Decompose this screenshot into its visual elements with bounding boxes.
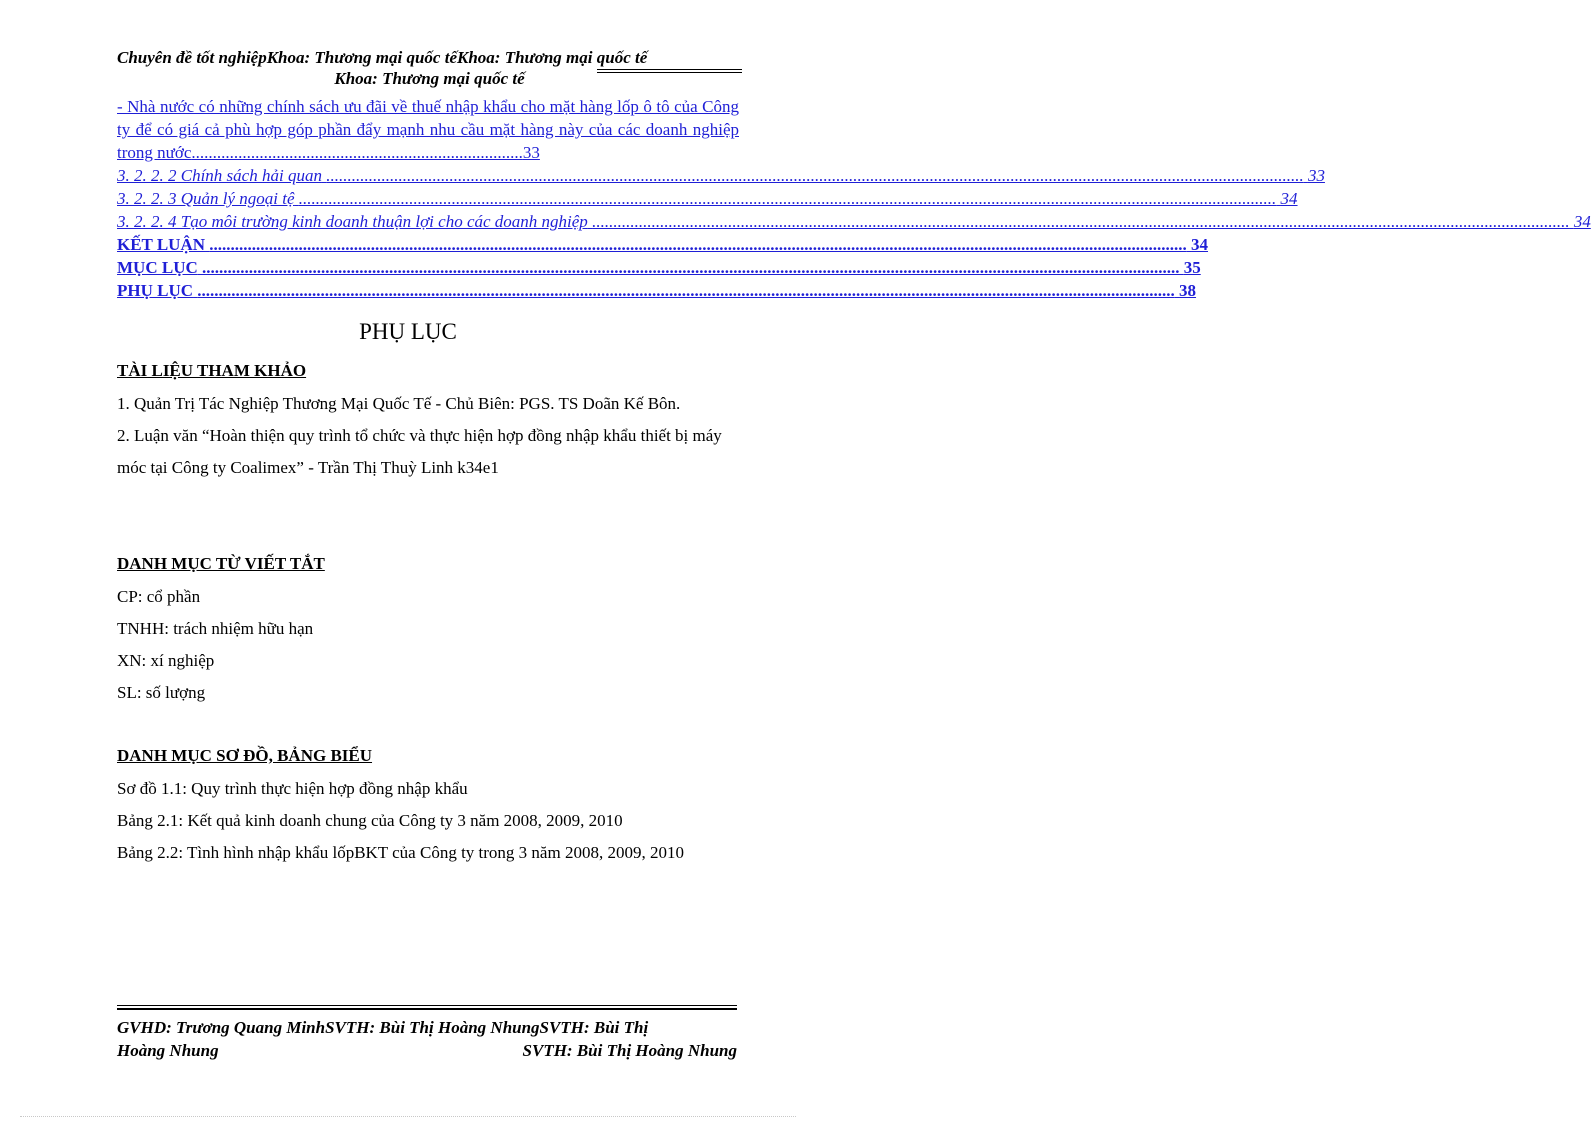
toc-dots [202,258,1180,277]
abbreviation-item: CP: cổ phần [117,587,201,606]
toc-dots: .............................................................................. [191,143,523,162]
toc-entry-page: 34 [1573,212,1591,231]
toc-entry-page: 34 [1191,235,1209,254]
toc-entry-page: 33 [1307,166,1325,185]
toc-entry-customs-policy[interactable] [117,164,1325,187]
header-line-1: Chuyên đề tốt nghiệpKhoa: Thương mại quốc tếKhoa: Thương mại quốc tế [117,48,648,67]
references-section [117,360,742,484]
toc-entry-label: - Nhà nước có những chính sách ưu đãi về thuế nhập khẩu cho mặt hàng lốp ô tô của Công ty để có giá cả phù hợp góp phần đẩy mạnh nhu cầu mặt hàng này của các doanh nghiệp trong nước [117,97,739,162]
toc-dots [197,281,1175,300]
toc-entry-label: MỤC LỤC [117,258,198,277]
figure-item: Bảng 2.1: Kết quả kinh doanh chung của Công ty 3 năm 2008, 2009, 2010 [117,811,623,830]
toc-entry-contents[interactable] [117,256,1201,279]
toc-entry-page: 35 [1183,258,1201,277]
page-footer [117,1005,737,1062]
abbreviation-item: TNHH: trách nhiệm hữu hạn [117,619,314,638]
toc-entry-page: 34 [1280,189,1298,208]
reference-item: 2. Luận văn “Hoàn thiện quy trình tổ chức và thực hiện hợp đồng nhập khẩu thiết bị máy móc tại Công ty Coalimex” - Trần Thị Thuỳ Linh k34e1 [117,426,722,477]
figures-heading: DANH MỤC SƠ ĐỒ, BẢNG BIỂU [117,746,373,765]
page-header [117,48,742,89]
toc-entry-page: 33 [522,143,540,162]
toc-entry-label: 3. 2. 2. 2 Chính sách hải quan [117,166,322,185]
toc-entry-business-environment[interactable] [117,210,1591,233]
toc-entry-label: PHỤ LỤC [117,281,194,300]
footer-student-credit: SVTH: Bùi Thị Hoàng Nhung [522,1041,737,1060]
abbreviation-item: XN: xí nghiệp [117,651,215,670]
header-line-2: Khoa: Thương mại quốc tế [334,69,525,88]
figure-item: Sơ đồ 1.1: Quy trình thực hiện hợp đồng nhập khẩu [117,779,468,798]
abbreviations-section [117,553,742,709]
references-heading: TÀI LIỆU THAM KHẢO [117,361,307,380]
table-of-contents [117,95,1591,302]
reference-item: 1. Quản Trị Tác Nghiệp Thương Mại Quốc Tế - Chủ Biên: PGS. TS Doãn Kế Bôn. [117,394,681,413]
toc-entry-label: KẾT LUẬN [117,235,206,254]
toc-dots [209,235,1187,254]
header-rule [597,72,742,73]
toc-entry-conclusion[interactable] [117,233,1209,256]
footer-line-2 [117,1039,737,1062]
footer-rule [117,1005,737,1006]
toc-entry-page: 38 [1179,281,1197,300]
figure-item: Bảng 2.2: Tình hình nhập khẩu lốpBKT của Công ty trong 3 năm 2008, 2009, 2010 [117,843,684,862]
toc-entry-label: 3. 2. 2. 4 Tạo môi trường kinh doanh thuận lợi cho các doanh nghiệp [117,212,588,231]
toc-dots [326,166,1304,185]
toc-entry-tax-policy[interactable] [117,95,739,164]
toc-dots [592,212,1570,231]
toc-entry-appendix[interactable] [117,279,1197,302]
page-boundary [20,1116,796,1117]
footer-student-name: Hoàng Nhung [117,1041,219,1060]
toc-dots [299,189,1277,208]
footer-rule [117,1008,737,1010]
toc-entry-label: 3. 2. 2. 3 Quản lý ngoại tệ [117,189,295,208]
footer-line-1: GVHD: Trương Quang MinhSVTH: Bùi Thị Hoàng NhungSVTH: Bùi Thị [117,1018,649,1037]
toc-entry-foreign-currency[interactable] [117,187,1298,210]
header-rule [597,69,742,70]
figures-section [117,745,742,869]
page-title: PHỤ LỤC [359,319,457,344]
abbreviations-heading: DANH MỤC TỪ VIẾT TẮT [117,554,325,573]
abbreviation-item: SL: số lượng [117,683,206,702]
